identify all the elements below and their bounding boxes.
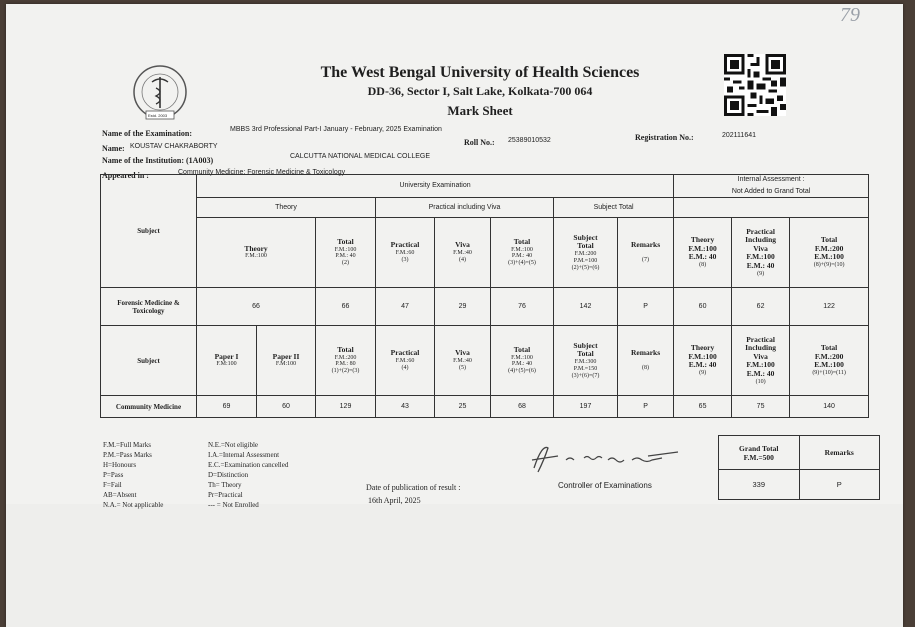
fmt-practical-total-header: Total F.M.:100 P.M.: 40 (3)+(4)=(5) [491, 218, 554, 288]
exam-name-label: Name of the Examination: [102, 129, 192, 138]
cm-subject-total-value: 197 [554, 396, 618, 418]
table-row [101, 288, 869, 326]
cm-viva-value: 25 [435, 396, 491, 418]
cm-paper1-value: 69 [197, 396, 257, 418]
cm-theory-total-value: 129 [316, 396, 376, 418]
fmt-ia-practical-value: 62 [732, 288, 790, 326]
fmt-practical-header: Practical F.M.:60 (3) [376, 218, 435, 288]
appeared-in-label: Appeared in : [102, 171, 149, 180]
student-name-label: Name: [102, 144, 125, 153]
cm-practical-total-value: 68 [491, 396, 554, 418]
institution-value: CALCUTTA NATIONAL MEDICAL COLLEGE [290, 153, 431, 160]
cm-practical-header: Practical F.M.:60 (4) [376, 326, 435, 396]
cm-paper1-header: Paper I F.M:100 [197, 326, 257, 396]
cm-paper2-header: Paper II F.M:100 [257, 326, 316, 396]
roll-number-value: 25389010532 [508, 137, 551, 144]
fmt-ia-total-value: 122 [790, 288, 869, 326]
fmt-practical-value: 47 [376, 288, 435, 326]
cm-subject-name: Community Medicine [101, 396, 197, 418]
controller-of-examinations: Controller of Examinations [558, 481, 652, 490]
cm-remarks-header: Remarks (8) [618, 326, 674, 396]
fmt-theory-total-header: Total F.M.:100 P.M.: 40 (2) [316, 218, 376, 288]
cm-ia-practical-header: Practical Including Viva F.M.:100 E.M.: 40 (10) [732, 326, 790, 396]
fmt-remarks-value: P [618, 288, 674, 326]
cm-ia-total-header: Total F.M.:200 E.M.:100 (9)+(10)=(11) [790, 326, 869, 396]
university-exam-header: University Examination [197, 175, 674, 198]
subject-total-group-header: Subject Total [554, 198, 674, 218]
cm-ia-total-value: 140 [790, 396, 869, 418]
cm-paper2-value: 60 [257, 396, 316, 418]
cm-practical-total-header: Total F.M.:100 P.M.: 40 (4)+(5)=(6) [491, 326, 554, 396]
cm-ia-theory-header: Theory F.M.:100 E.M.: 40 (9) [674, 326, 732, 396]
fmt-theory-value: 66 [197, 288, 316, 326]
table-row [101, 396, 869, 418]
fmt-ia-total-header: Total F.M.:200 E.M.:100 (8)+(9)=(10) [790, 218, 869, 288]
appeared-in-value: Community Medicine; Forensic Medicine & Toxicology [178, 169, 346, 176]
roll-number-label: Roll No.: [464, 138, 495, 147]
fmt-practical-total-value: 76 [491, 288, 554, 326]
document-title: Mark Sheet [447, 103, 513, 118]
controller-signature [528, 438, 688, 478]
sheet-lower-area [6, 504, 903, 627]
cm-ia-practical-value: 75 [732, 396, 790, 418]
subject-header-1: Subject [101, 175, 197, 288]
fmt-viva-header: Viva F.M.:40 (4) [435, 218, 491, 288]
abbreviation-legend-left: F.M.=Full Marks P.M.=Pass Marks H=Honours P=Pass F=Fail AB=Absent N.A.= Not applicable [103, 441, 164, 509]
grand-total-header: Grand Total F.M.=500 [719, 436, 800, 470]
internal-assessment-spacer [674, 198, 869, 218]
qr-code [723, 54, 787, 116]
marks-table [100, 174, 869, 418]
internal-assessment-header: Internal Assessment : Not Added to Grand Total [674, 175, 869, 198]
cm-practical-value: 43 [376, 396, 435, 418]
fmt-ia-theory-value: 60 [674, 288, 732, 326]
cm-subject-total-header: Subject Total F.M.:300 P.M.=150 (3)+(6)=(7) [554, 326, 618, 396]
exam-name-value: MBBS 3rd Professional Part-I January - February, 2025 Examination [230, 126, 442, 133]
fmt-viva-value: 29 [435, 288, 491, 326]
fmt-remarks-header: Remarks (7) [618, 218, 674, 288]
student-name-value: KOUSTAV CHAKRABORTY [130, 143, 218, 150]
theory-group-header: Theory [197, 198, 376, 218]
grand-total-remarks-value: P [799, 470, 880, 500]
logo-established-text: Estd. 2003 [148, 113, 168, 118]
fmt-subject-total-header: Subject Total F.M.:200 P.M.=100 (2)+(5)=(6) [554, 218, 618, 288]
fmt-theory-header: Theory F.M.:100 [197, 218, 316, 288]
cm-remarks-value: P [618, 396, 674, 418]
cm-theory-total-header: Total F.M.:200 P.M.: 80 (1)+(2)=(3) [316, 326, 376, 396]
registration-number-value: 202111641 [722, 132, 756, 139]
grand-total-table [718, 435, 880, 500]
practical-group-header: Practical including Viva [376, 198, 554, 218]
publication-date: Date of publication of result : 16th April, 2025 [366, 483, 461, 505]
subject-header-2: Subject [101, 326, 197, 396]
cm-ia-theory-value: 65 [674, 396, 732, 418]
fmt-ia-practical-header: Practical Including Viva F.M.:100 E.M.: 40 (9) [732, 218, 790, 288]
cm-viva-header: Viva F.M.:40 (5) [435, 326, 491, 396]
grand-total-remarks-header: Remarks [799, 436, 880, 470]
abbreviation-legend-right: N.E.=Not eligible I.A.=Internal Assessment E.C.=Examination cancelled D=Distinction Th= Theory Pr=Practical --- = Not Enrolled [208, 441, 289, 509]
grand-total-value: 339 [719, 470, 800, 500]
fmt-theory-total-value: 66 [316, 288, 376, 326]
handwritten-page-number: 79 [840, 4, 860, 26]
registration-number-label: Registration No.: [635, 133, 694, 142]
institution-label: Name of the Institution: (1A003) [102, 156, 214, 165]
university-address: DD-36, Sector I, Salt Lake, Kolkata-700 064 [367, 84, 593, 98]
fmt-subject-name: Forensic Medicine & Toxicology [101, 288, 197, 326]
fmt-subject-total-value: 142 [554, 288, 618, 326]
university-name: The West Bengal University of Health Sciences [320, 64, 640, 81]
fmt-ia-theory-header: Theory F.M.:100 E.M.: 40 (8) [674, 218, 732, 288]
